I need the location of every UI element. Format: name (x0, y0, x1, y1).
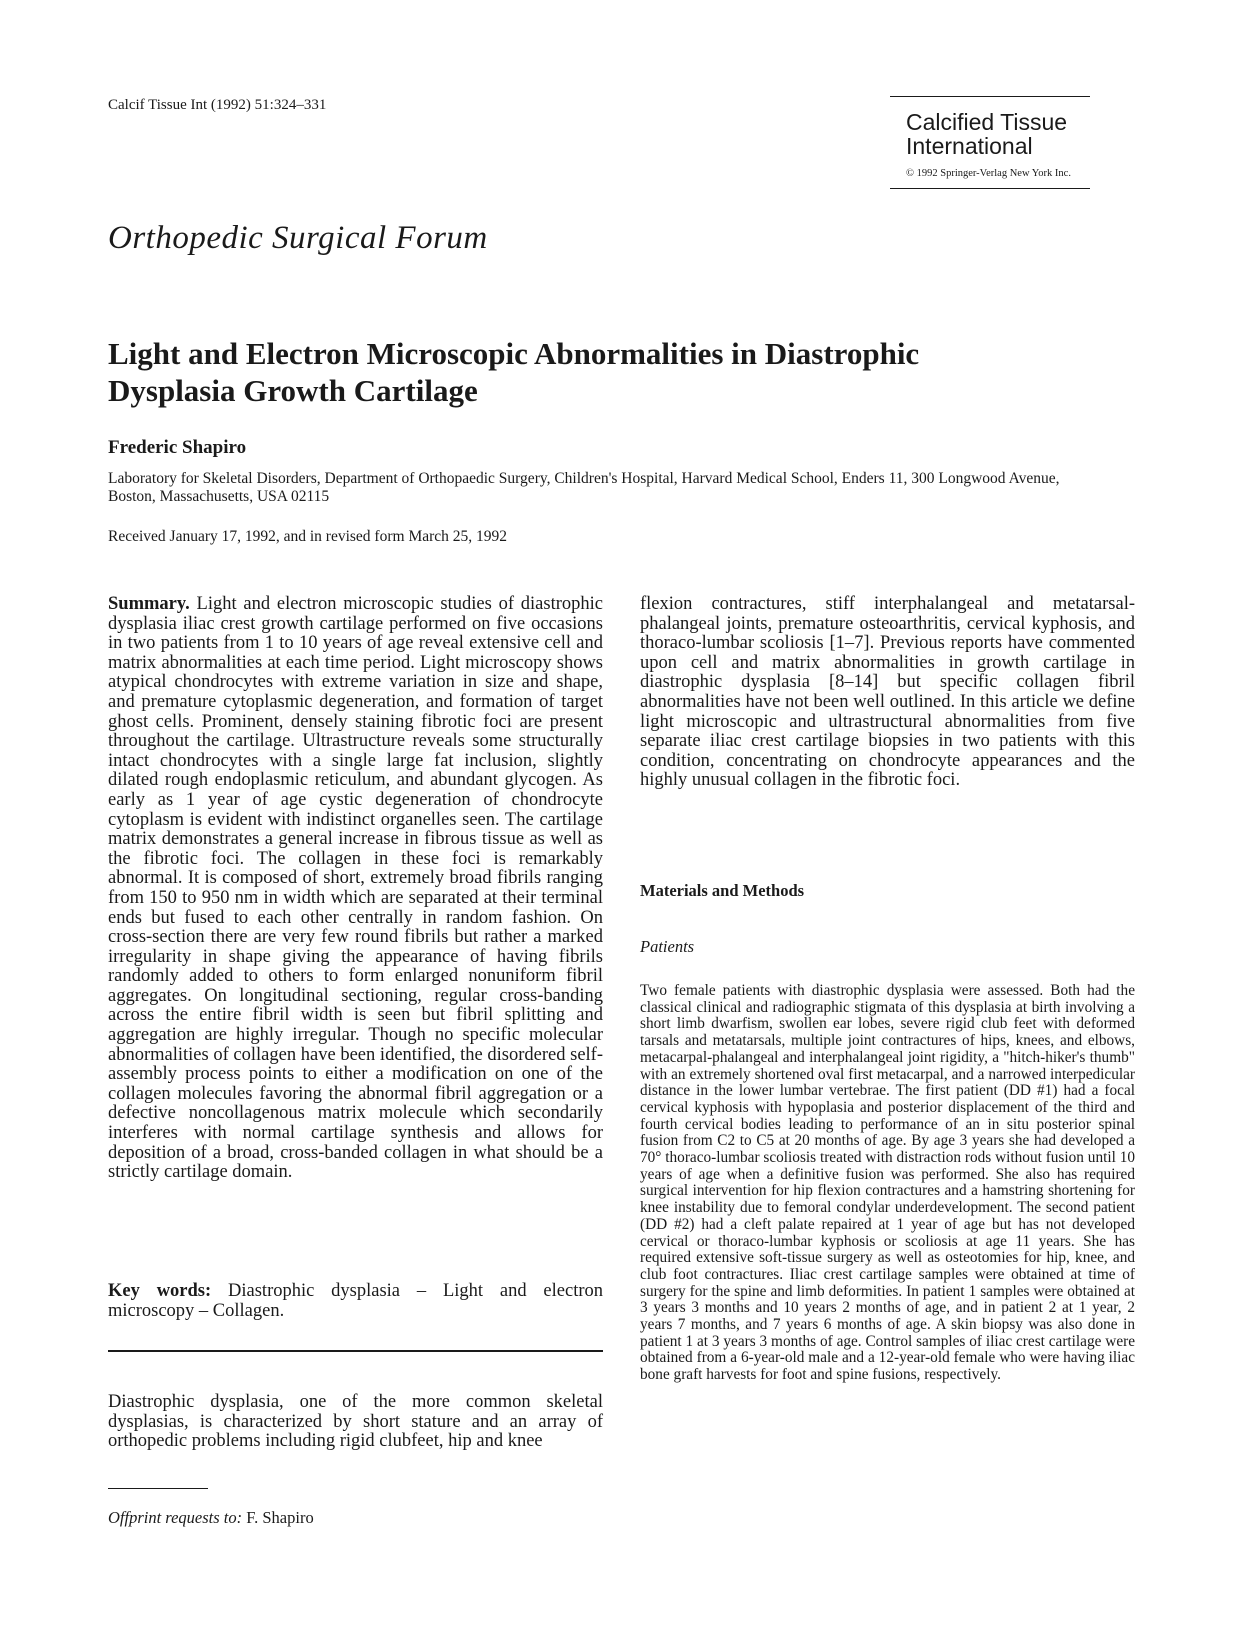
keywords-label: Key words: (108, 1281, 212, 1301)
publisher-copyright: © 1992 Springer-Verlag New York Inc. (906, 168, 1071, 179)
patients-paragraph: Two female patients with diastrophic dysplasia were assessed. Both had the classical clinical and radiographic stigmata of this dysplasia at birth involving a short limb dwarfism, swollen ear lobes, severe rigid club feet with deformed tarsals and metatarsals, multiple joint contractures of hips, knees, and elbows, metacarpal-phalangeal and interphalangeal joint rigidity, a "hitch-hiker's thumb" with an extremely shortened oval first metacarpal, and a narrowed interpedicular distance in the lower lumbar vertebrae. The first patient (DD #1) had a focal cervical kyphosis with hypoplasia and posterior displacement of the third and fourth cervical bodies leading to performance of an in situ posterior spinal fusion from C2 to C5 at 20 months of age. By age 3 years she had developed a 70° thoraco-lumbar scoliosis treated with distraction rods without fusion until 10 years of age when a definitive fusion was performed. She also has required surgical intervention for hip flexion contractures and a hamstring shortening for knee instability due to femoral condylar underdevelopment. The second patient (DD #2) had a cleft palate repaired at 1 year of age but has not developed cervical or thoraco-lumbar kyphosis or scoliosis at age 11 years. She has required extensive soft-tissue surgery as well as osteotomies for hip, knee, and club foot contractures. Iliac crest cartilage samples were obtained at time of surgery for the spine and limb deformities. In patient 1 samples were obtained at 3 years 3 months and 10 years 2 months of age, and in patient 2 at 1 year, 2 years 7 months, and 7 years 6 months of age. A skin biopsy was also done in patient 1 at 3 years 3 months of age. Control samples of iliac crest cartilage were obtained from a 6-year-old male and a 12-year-old female who were having iliac bone graft harvests for foot and spine fusions, respectively. (640, 982, 1135, 1384)
intro-paragraph-right: flexion contractures, stiff interphalangeal and metatarsal-phalangeal joints, premature osteoarthritis, cervical kyphosis, and thoraco-lumbar scoliosis [1–7]. Previous reports have commented upon cell and matrix abnormalities in growth cartilage in diastrophic dysplasia [8–14] but specific collagen fibril abnormalities have not been well outlined. In this article we define light microscopic and ultrastructural abnormalities from five separate iliac crest cartilage biopsies in two patients with this condition, concentrating on chondrocyte appearances and the highly unusual collagen in the fibrotic foci. (640, 594, 1135, 791)
author-name: Frederic Shapiro (108, 437, 247, 458)
journal-rule-top (890, 96, 1090, 97)
section-label: Orthopedic Surgical Forum (108, 220, 488, 256)
citation: Calcif Tissue Int (1992) 51:324–331 (108, 97, 327, 113)
journal-name-line1: Calcified Tissue (906, 109, 1068, 135)
summary-label: Summary. (108, 594, 190, 614)
received-date: Received January 17, 1992, and in revised form March 25, 1992 (108, 528, 508, 545)
offprint-label: Offprint requests to: (108, 1508, 243, 1527)
summary-text: Light and electron microscopic studies of diastrophic dysplasia iliac crest growth cartilage performed on five occasions in two patients from 1 to 10 years of age reveal extensive cell and matrix abnormalities at each time period. Light microscopy shows atypical chondrocytes with extreme variation in size and shape, and premature cytoplasmic degeneration, and formation of target ghost cells. Prominent, densely staining fibrotic foci are present throughout the cartilage. Ultrastructure reveals some structurally intact chondrocytes with a single large fat inclusion, slightly dilated rough endoplasmic reticulum, and abundant glycogen. As early as 1 year of age cystic degeneration of chondrocyte cytoplasm is evident with indistinct organelles seen. The cartilage matrix demonstrates a general increase in fibrous tissue as well as the fibrotic foci. The collagen in these foci is remarkably abnormal. It is composed of short, extremely broad fibrils ranging from 150 to 950 nm in width which are separated at their terminal ends but fused to each other centrally in random fashion. On cross-section there are very few round fibrils but rather a marked irregularity in shape giving the appearance of having fibrils randomly added to others to form enlarged nonuniform fibril aggregates. On longitudinal sectioning, regular cross-banding across the entire fibril width is seen but fibril splitting and aggregation are highly irregular. Though no specific molecular abnormalities of collagen have been identified, the disordered self-assembly process points to either a modification on one of the collagen molecules favoring the abnormal fibril aggregation or a defective noncollagenous matrix molecule which secondarily interferes with normal cartilage synthesis and allows for deposition of a broad, cross-banded collagen in what should be a strictly cartilage domain. (108, 594, 603, 1183)
offprint-name: F. Shapiro (246, 1508, 314, 1527)
author-affiliation: Laboratory for Skeletal Disorders, Department of Orthopaedic Surgery, Children's Hospital, Harvard Medical School, Enders 11, 300 Longwood Avenue, Boston, Massachusetts, USA 02115 (108, 470, 1060, 505)
summary-paragraph (108, 595, 603, 1183)
footnote-rule (108, 1488, 208, 1489)
abstract-divider (108, 1350, 603, 1352)
intro-paragraph-left: Diastrophic dysplasia, one of the more common skeletal dysplasias, is characterized by short stature and an array of orthopedic problems including rigid clubfeet, hip and knee (108, 1392, 603, 1452)
journal-name-line2: International (906, 133, 1033, 159)
subsection-heading-patients: Patients (640, 937, 695, 956)
article-title: Light and Electron Microscopic Abnormalities in Diastrophic Dysplasia Growth Cartilage (108, 336, 920, 408)
journal-name (906, 110, 1067, 158)
journal-rule-bottom (890, 188, 1090, 189)
keywords-paragraph (108, 1282, 603, 1321)
offprint-footnote (108, 1508, 314, 1528)
keywords-text: Diastrophic dysplasia – Light and electron microscopy – Collagen. (108, 1281, 604, 1321)
section-heading-methods: Materials and Methods (640, 881, 805, 900)
